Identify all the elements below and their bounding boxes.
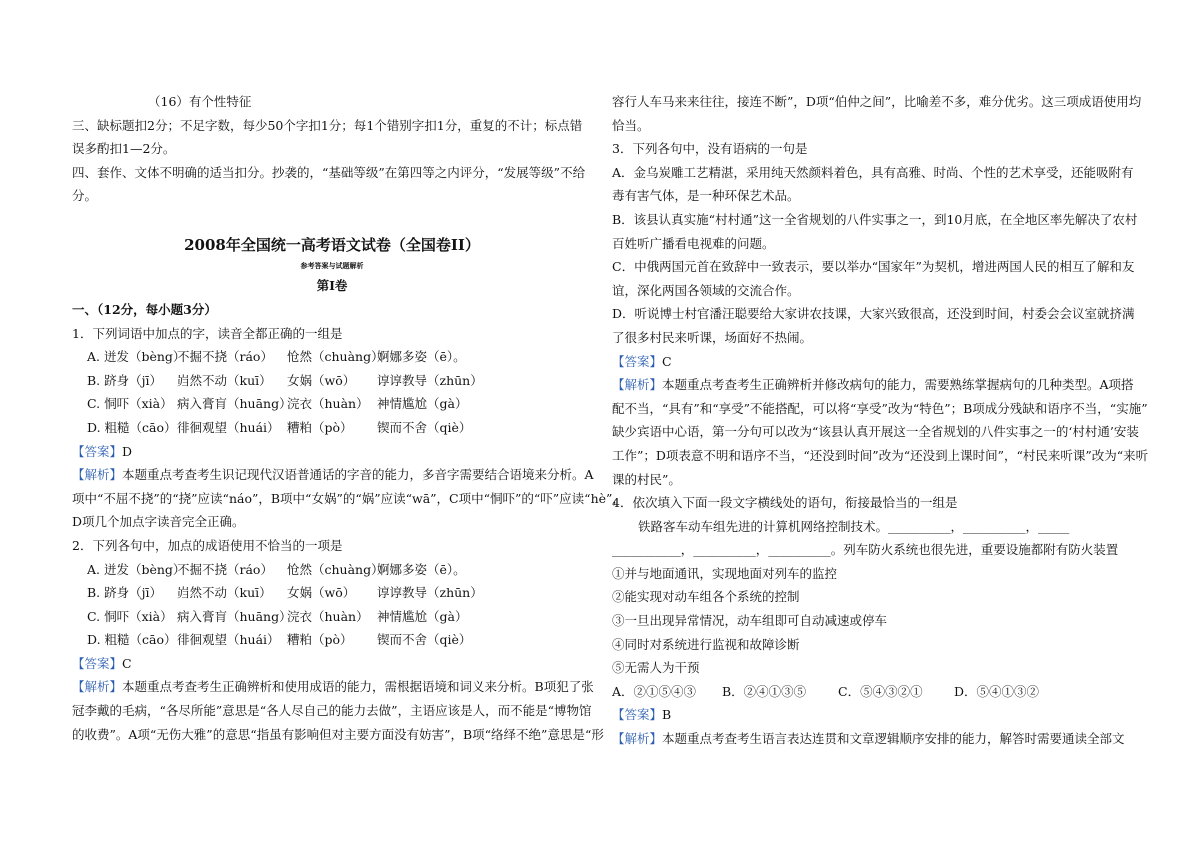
q3-analysis-line: 工作”；D项表意不明和语序不当，“还没到时间”改为“还没到上课时间”，“村民来听课”改为“来听 <box>612 447 1149 463</box>
analysis-tag: 【解析】 <box>72 679 123 695</box>
q4-passage-cont: ___________，__________，__________。列车防火系统也很先进，重要设施都附有防火装置 <box>612 542 1119 558</box>
q1-option-a: A. 迸发（bèng）不掘不挠（ráo） 怆然（chuàng）婀娜多姿（ē）。 <box>87 349 466 365</box>
scoring-rule-4: 四、套作、文体不明确的适当扣分。抄袭的，“基础等级”在第四等之内评分，“发展等级”不给 <box>72 164 586 180</box>
q2-analysis-line: 的收费”。A项“无伤大雅”的意思“指虽有影响但对主要方面没有妨害”，B项“络绎不绝”意思是“形 <box>72 726 604 742</box>
q1-answer: 【答案】D <box>72 443 133 459</box>
q4-passage: 铁路客车动车组先进的计算机网络控制技术。__________，__________，_____ <box>638 518 1070 534</box>
q4-choice-b: B．②④①③⑤ <box>722 683 807 699</box>
q4-item-4: ④同时对系统进行监视和故障诊断 <box>612 636 800 652</box>
exam-subtitle: 参考答案与试题解析 <box>300 260 364 270</box>
q1-option-b: B. 跻身（jī） 岿然不动（kuī） 女娲（wō） 谆谆教导（zhūn） <box>87 372 483 388</box>
q4-choice-c: C．⑤④③②① <box>838 683 923 699</box>
q1-stem: 1．下列词语中加点的字，读音全都正确的一组是 <box>72 325 343 341</box>
q3-analysis-line: 课的村民”。 <box>612 471 681 487</box>
q3-answer: 【答案】C <box>612 353 672 369</box>
q2-option-d: D. 粗糙（cāo）徘徊观望（huái） 糟粕（pò） 锲而不舍（qiè） <box>87 632 472 648</box>
q3-stem: 3．下列各句中，没有语病的一句是 <box>612 141 808 157</box>
answer-tag: 【答案】 <box>72 443 123 459</box>
q4-item-3: ③一旦出现异常情况，动车组即可自动减速或停车 <box>612 613 888 629</box>
q3-option-c: C．中俄两国元首在致辞中一致表示，要以举办“国家年”为契机，增进两国人民的相互了解和友 <box>612 259 1135 275</box>
q4-stem: 4．依次填入下面一段文字横线处的语句，衔接最恰当的一组是 <box>612 495 958 511</box>
q2-analysis-line: 冠李戴的毛病，“各尽所能”意思是“各人尽自己的能力去做”，主语应该是人，而不能是“博物馆 <box>72 703 592 719</box>
analysis-tag: 【解析】 <box>612 377 663 393</box>
q1-option-d: D. 粗糙（cāo）徘徊观望（huái） 糟粕（pò） 锲而不舍（qiè） <box>87 419 472 435</box>
q4-choice-a: A．②①⑤④③ <box>612 683 697 699</box>
q1-option-c: C. 恫吓（xià） 病入膏肓（huāng）浣衣（huàn） 神情尴尬（gà） <box>87 396 468 412</box>
q4-item-2: ②能实现对动车组各个系统的控制 <box>612 589 800 605</box>
q1-analysis-line: D项几个加点字读音完全正确。 <box>72 514 245 530</box>
answer-tag: 【答案】 <box>612 707 663 723</box>
q3-analysis-line: 缺少宾语中心语，第一分句可以改为“该县认真开展这一全省规划的八件实事之一的‘村村通’安装 <box>612 424 1139 440</box>
q2-option-c: C. 恫吓（xià） 病入膏肓（huāng）浣衣（huàn） 神情尴尬（gà） <box>87 608 468 624</box>
analysis-tag: 【解析】 <box>612 731 663 747</box>
q3-option-c-cont: 谊，深化两国各领域的交流合作。 <box>612 282 800 298</box>
left-column <box>72 90 625 746</box>
q3-analysis: 【解析】本题重点考查考生正确辨析并修改病句的能力，需要熟练掌握病句的几种类型。A项搭 <box>612 377 1134 393</box>
right-column <box>612 90 1149 751</box>
answer-tag: 【答案】 <box>612 353 663 369</box>
q4-item-1: ①并与地面通讯，实现地面对列车的监控 <box>612 565 838 581</box>
q2-option-a: A. 迸发（bèng）不掘不挠（ráo） 怆然（chuàng）婀娜多姿（ē）。 <box>87 561 466 577</box>
q3-option-d: D．听说博士村官潘汪聪要给大家讲农技课，大家兴致很高，还没到时间，村委会会议室就挤满 <box>612 306 1135 322</box>
q3-option-a: A．金乌炭雕工艺精湛，采用纯天然颜料着色，具有高雅、时尚、个性的艺术享受，还能吸附有 <box>612 164 1134 180</box>
scoring-rule-3: 三、缺标题扣2分；不足字数，每少50个字扣1分；每1个错别字扣1分，重复的不计；标点错 <box>72 117 583 133</box>
q1-analysis: 【解析】本题重点考查考生识记现代汉语普通话的字音的能力，多音字需要结合语境来分析。A <box>72 467 594 483</box>
q2-analysis-cont: 容行人车马来来往往，接连不断”，D项“伯仲之间”，比喻差不多，难分优劣。这三项成语使用均 <box>612 94 1142 109</box>
q1-analysis-line: 项中“不屈不挠”的“挠”应读“náo”，B项中“女娲”的“娲”应读“wā”，C项中“恫吓”的“吓”应读“hè”， <box>72 490 625 506</box>
q2-analysis-cont: 恰当。 <box>612 117 650 133</box>
q3-option-b-cont: 百姓听广播看电视难的问题。 <box>612 235 775 251</box>
volume-heading: 第I卷 <box>316 277 348 293</box>
answer-tag: 【答案】 <box>72 655 123 671</box>
scoring-rule-4-cont: 分。 <box>72 188 98 204</box>
q3-option-a-cont: 毒有害气体，是一种环保艺术品。 <box>612 188 800 204</box>
scoring-rule-3-cont: 误多酌扣1—2分。 <box>72 141 176 157</box>
q4-choice-d: D．⑤④①③② <box>954 683 1040 699</box>
section-heading: 一、（12分，每小题3分） <box>72 301 217 317</box>
q4-analysis: 【解析】本题重点考查考生语言表达连贯和文章逻辑顺序安排的能力，解答时需要通读全部文 <box>612 731 1125 747</box>
scoring-item-16: （16）有个性特征 <box>148 94 252 109</box>
q3-option-b: B．该县认真实施“村村通”这一全省规划的八件实事之一，到10月底，在全地区率先解决了农村 <box>612 211 1138 227</box>
exam-title: 2008年全国统一高考语文试卷（全国卷II） <box>184 235 480 254</box>
q2-option-b: B. 跻身（jī） 岿然不动（kuī） 女娲（wō） 谆谆教导（zhūn） <box>87 585 483 601</box>
q4-answer: 【答案】B <box>612 707 672 723</box>
q3-analysis-line: 配不当，“具有”和“享受”不能搭配，可以将“享受”改为“特色”；B项成分残缺和语序不当，“实施” <box>612 400 1148 416</box>
q3-option-d-cont: 了很多村民来听课，场面好不热闹。 <box>612 329 813 345</box>
q2-analysis: 【解析】本题重点考查考生正确辨析和使用成语的能力，需根据语境和词义来分析。B项犯了张 <box>72 679 594 695</box>
analysis-tag: 【解析】 <box>72 467 123 483</box>
q4-choices <box>612 680 1130 704</box>
q2-stem: 2．下列各句中，加点的成语使用不恰当的一项是 <box>72 537 343 553</box>
q2-answer: 【答案】C <box>72 655 132 671</box>
q4-item-5: ⑤无需人为干预 <box>612 660 700 676</box>
